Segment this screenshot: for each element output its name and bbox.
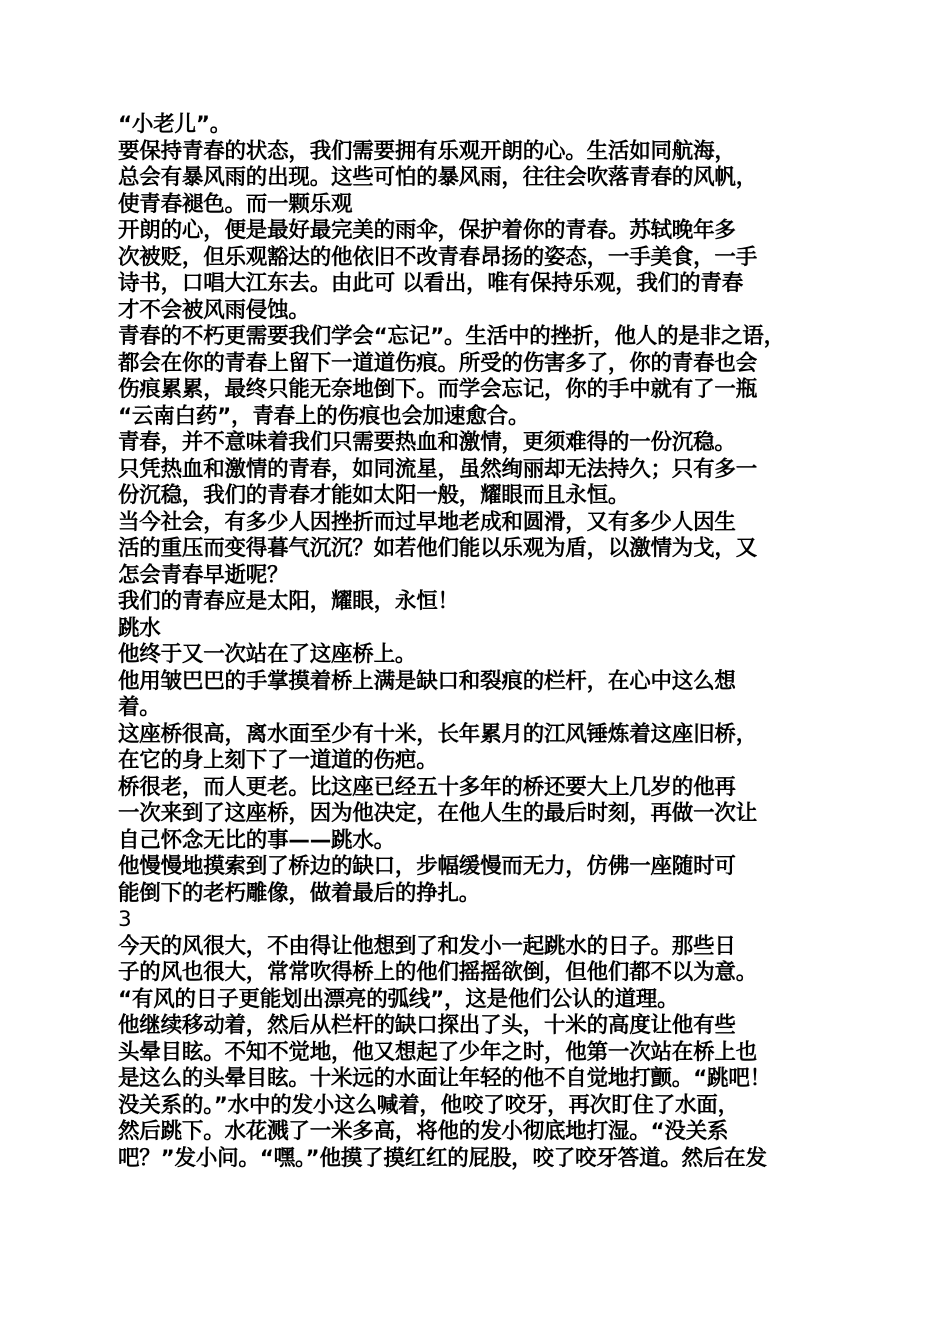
text-line: 当今社会，有多少人因挫折而过早地老成和圆滑，又有多少人因生 [118, 509, 736, 535]
text-line: 要保持青春的状态，我们需要拥有乐观开朗的心。生活如同航海， [118, 138, 736, 164]
text-line: 只凭热血和激情的青春，如同流星，虽然绚丽却无法持久；只有多一 [118, 456, 758, 482]
text-line: 使青春褪色。而一颗乐观 [118, 191, 353, 217]
text-line: 伤痕累累，最终只能无奈地倒下。而学会忘记，你的手中就有了一瓶 [118, 377, 758, 402]
text-line: 他继续移动着，然后从栏杆的缺口探出了头，十米的高度让他有些 [118, 1013, 736, 1038]
text-line: 总会有暴风雨的出现。这些可怕的暴风雨，往往会吹落青春的风帆， [118, 165, 758, 190]
text-line: “小老儿”。 [118, 112, 232, 137]
text-line: 青春，并不意味着我们只需要热血和激情，更须难得的一份沉稳。 [118, 430, 736, 455]
text-line: 他用皱巴巴的手掌摸着桥上满是缺口和裂痕的栏杆，在心中这么想 [118, 668, 736, 694]
text-line: 桥很老，而人更老。比这座已经五十多年的桥还要大上几岁的他再 [118, 774, 736, 800]
text-line: 开朗的心，便是最好最完美的雨伞，保护着你的青春。苏轼晚年多 [118, 218, 736, 243]
text-line: 诗书，口唱大江东去。由此可 以看出，唯有保持乐观，我们的青春 [118, 271, 743, 296]
text-line: 都会在你的青春上留下一道道伤痕。所受的伤害多了，你的青春也会 [118, 350, 758, 376]
text-line: 青春的不朽更需要我们学会“忘记”。生活中的挫折，他人的是非之语， [118, 324, 785, 349]
text-line: 跳水 [118, 615, 161, 641]
text-line: 然后跳下。水花溅了一米多高，将他的发小彻底地打湿。“没关系 [118, 1119, 729, 1144]
text-line: “云南白药”，青春上的伤痕也会加速愈合。 [118, 403, 530, 429]
text-line: 着。 [118, 695, 161, 720]
text-line: 3 [118, 907, 132, 932]
document-body [118, 112, 848, 1172]
text-line: 头晕目眩。不知不觉地，他又想起了少年之时，他第一次站在桥上也 [118, 1039, 758, 1065]
text-line: 没关系的。”水中的发小这么喊着，他咬了咬牙，再次盯住了水面， [118, 1092, 739, 1118]
text-line: 活的重压而变得暮气沉沉？如若他们能以乐观为盾，以激情为戈，又 [118, 536, 758, 561]
text-line: 是这么的头晕目眩。十米远的水面让年轻的他不自觉地打颤。“跳吧！ [118, 1066, 771, 1091]
text-line: 吧？”发小问。“嘿。”他摸了摸红红的屁股，咬了咬牙答道。然后在发 [118, 1145, 767, 1171]
text-line: 份沉稳，我们的青春才能如太阳一般，耀眼而且永恒。 [118, 483, 630, 508]
text-line: 在它的身上刻下了一道道的伤疤。 [118, 748, 438, 773]
text-line: 他终于又一次站在了这座桥上。 [118, 642, 417, 667]
text-line: “有风的日子更能划出漂亮的弧线”，这是他们公认的道理。 [118, 986, 679, 1012]
text-line: 今天的风很大，不由得让他想到了和发小一起跳水的日子。那些日 [118, 933, 736, 959]
text-line: 能倒下的老朽雕像，做着最后的挣扎。 [118, 880, 481, 906]
text-line: 他慢慢地摸索到了桥边的缺口，步幅缓慢而无力，仿佛一座随时可 [118, 854, 736, 879]
text-line: 一次来到了这座桥，因为他决定，在他人生的最后时刻，再做一次让 [118, 801, 758, 826]
text-line: 自己怀念无比的事——跳水。 [118, 827, 395, 853]
text-line: 怎会青春早逝呢？ [118, 562, 289, 588]
text-line: 我们的青春应是太阳，耀眼，永恒！ [118, 589, 459, 614]
text-line: 次被贬，但乐观豁达的他依旧不改青春昂扬的姿态，一手美食，一手 [118, 244, 758, 270]
text-line: 这座桥很高，离水面至少有十米，长年累月的江风锤炼着这座旧桥， [118, 721, 758, 747]
text-line: 子的风也很大，常常吹得桥上的他们摇摇欲倒，但他们都不以为意。 [118, 960, 758, 985]
text-line: 才不会被风雨侵蚀。 [118, 297, 310, 323]
